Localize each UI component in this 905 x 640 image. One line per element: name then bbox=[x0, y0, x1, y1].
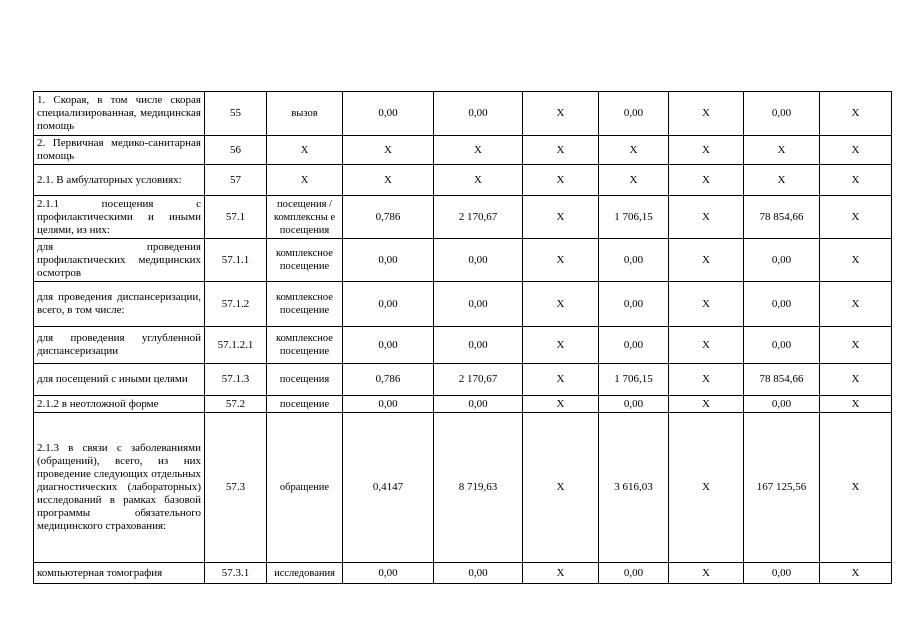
value-cell: 0,00 bbox=[744, 92, 820, 136]
value-cell: X bbox=[523, 327, 599, 364]
value-cell: 0,00 bbox=[599, 92, 669, 136]
value-cell: X bbox=[820, 92, 892, 136]
table-body bbox=[34, 92, 892, 584]
value-cell: X bbox=[669, 136, 744, 165]
value-cell: X bbox=[523, 92, 599, 136]
value-cell: X bbox=[669, 196, 744, 239]
value-cell: X bbox=[523, 196, 599, 239]
value-cell: 0,00 bbox=[599, 239, 669, 282]
value-cell: 1 706,15 bbox=[599, 196, 669, 239]
value-cell: 0,00 bbox=[599, 563, 669, 584]
value-cell: 0,00 bbox=[343, 563, 434, 584]
table-row bbox=[34, 396, 892, 413]
row-code-cell: 55 bbox=[205, 92, 267, 136]
value-cell: 0,00 bbox=[434, 239, 523, 282]
row-unit-cell: комплексное посещение bbox=[267, 282, 343, 327]
value-cell: X bbox=[523, 282, 599, 327]
table-row bbox=[34, 282, 892, 327]
value-cell: X bbox=[744, 165, 820, 196]
value-cell: X bbox=[669, 92, 744, 136]
row-unit-cell: X bbox=[267, 136, 343, 165]
value-cell: 0,00 bbox=[343, 92, 434, 136]
value-cell: 3 616,03 bbox=[599, 413, 669, 563]
value-cell: 78 854,66 bbox=[744, 196, 820, 239]
value-cell: X bbox=[820, 196, 892, 239]
value-cell: 0,00 bbox=[599, 282, 669, 327]
value-cell: X bbox=[820, 396, 892, 413]
value-cell: 0,00 bbox=[434, 563, 523, 584]
row-code-cell: 57.1.2 bbox=[205, 282, 267, 327]
value-cell: 2 170,67 bbox=[434, 364, 523, 396]
value-cell: X bbox=[434, 136, 523, 165]
value-cell: 0,00 bbox=[343, 327, 434, 364]
value-cell: X bbox=[820, 239, 892, 282]
table-row bbox=[34, 196, 892, 239]
value-cell: 0,00 bbox=[599, 327, 669, 364]
row-name-cell: 2.1.2 в неотложной форме bbox=[34, 396, 205, 413]
table-row bbox=[34, 92, 892, 136]
value-cell: X bbox=[669, 413, 744, 563]
row-unit-cell: посещение bbox=[267, 396, 343, 413]
row-name-cell: 1. Скорая, в том числе скорая специализированная, медицинская помощь bbox=[34, 92, 205, 136]
value-cell: 78 854,66 bbox=[744, 364, 820, 396]
row-code-cell: 57 bbox=[205, 165, 267, 196]
value-cell: X bbox=[523, 364, 599, 396]
value-cell: 0,00 bbox=[744, 563, 820, 584]
value-cell: X bbox=[669, 396, 744, 413]
value-cell: X bbox=[669, 165, 744, 196]
value-cell: X bbox=[434, 165, 523, 196]
value-cell: X bbox=[523, 563, 599, 584]
value-cell: 0,00 bbox=[599, 396, 669, 413]
value-cell: X bbox=[820, 413, 892, 563]
value-cell: X bbox=[343, 165, 434, 196]
row-code-cell: 57.3 bbox=[205, 413, 267, 563]
row-name-cell: для проведения профилактических медицинских осмотров bbox=[34, 239, 205, 282]
row-name-cell: 2.1. В амбулаторных условиях: bbox=[34, 165, 205, 196]
row-name-cell: для проведения диспансеризации, всего, в том числе: bbox=[34, 282, 205, 327]
value-cell: X bbox=[599, 136, 669, 165]
row-unit-cell: исследования bbox=[267, 563, 343, 584]
row-name-cell: для проведения углубленной диспансеризации bbox=[34, 327, 205, 364]
row-name-cell: для посещений с иными целями bbox=[34, 364, 205, 396]
row-unit-cell: X bbox=[267, 165, 343, 196]
row-name-cell: 2.1.3 в связи с заболеваниями (обращений), всего, из них проведение следующих отдельных диагностических (лабораторных) исследований в рамках базовой программы обязательного медицинского страхования: bbox=[34, 413, 205, 563]
value-cell: 1 706,15 bbox=[599, 364, 669, 396]
row-name-cell: 2. Первичная медико-санитарная помощь bbox=[34, 136, 205, 165]
table-row bbox=[34, 165, 892, 196]
value-cell: X bbox=[523, 239, 599, 282]
value-cell: 0,00 bbox=[744, 396, 820, 413]
row-code-cell: 57.2 bbox=[205, 396, 267, 413]
value-cell: X bbox=[523, 396, 599, 413]
table-row bbox=[34, 239, 892, 282]
value-cell: 0,00 bbox=[744, 239, 820, 282]
value-cell: X bbox=[343, 136, 434, 165]
value-cell: X bbox=[523, 136, 599, 165]
row-unit-cell: посещения / комплексны е посещения bbox=[267, 196, 343, 239]
value-cell: X bbox=[669, 282, 744, 327]
row-code-cell: 56 bbox=[205, 136, 267, 165]
row-code-cell: 57.1.2.1 bbox=[205, 327, 267, 364]
table-row bbox=[34, 136, 892, 165]
table-row bbox=[34, 327, 892, 364]
value-cell: X bbox=[820, 327, 892, 364]
table-row bbox=[34, 364, 892, 396]
value-cell: 8 719,63 bbox=[434, 413, 523, 563]
value-cell: X bbox=[820, 364, 892, 396]
value-cell: X bbox=[820, 282, 892, 327]
value-cell: 0,00 bbox=[744, 282, 820, 327]
value-cell: 0,00 bbox=[434, 282, 523, 327]
value-cell: 0,00 bbox=[343, 282, 434, 327]
value-cell: X bbox=[669, 239, 744, 282]
row-code-cell: 57.3.1 bbox=[205, 563, 267, 584]
value-cell: X bbox=[669, 364, 744, 396]
row-name-cell: 2.1.1 посещения с профилактическими и иными целями, из них: bbox=[34, 196, 205, 239]
row-unit-cell: посещения bbox=[267, 364, 343, 396]
value-cell: 167 125,56 bbox=[744, 413, 820, 563]
row-unit-cell: вызов bbox=[267, 92, 343, 136]
value-cell: X bbox=[523, 165, 599, 196]
row-code-cell: 57.1 bbox=[205, 196, 267, 239]
value-cell: X bbox=[820, 136, 892, 165]
value-cell: X bbox=[599, 165, 669, 196]
value-cell: 0,00 bbox=[434, 92, 523, 136]
value-cell: 0,00 bbox=[434, 396, 523, 413]
medical-care-table bbox=[33, 91, 892, 584]
value-cell: 0,00 bbox=[343, 396, 434, 413]
value-cell: X bbox=[669, 327, 744, 364]
value-cell: X bbox=[744, 136, 820, 165]
value-cell: 0,786 bbox=[343, 196, 434, 239]
row-name-cell: компьютерная томография bbox=[34, 563, 205, 584]
row-unit-cell: комплексное посещение bbox=[267, 327, 343, 364]
value-cell: 0,00 bbox=[343, 239, 434, 282]
value-cell: 0,4147 bbox=[343, 413, 434, 563]
value-cell: X bbox=[523, 413, 599, 563]
value-cell: X bbox=[669, 563, 744, 584]
value-cell: 2 170,67 bbox=[434, 196, 523, 239]
table-row bbox=[34, 413, 892, 563]
value-cell: X bbox=[820, 563, 892, 584]
value-cell: 0,00 bbox=[434, 327, 523, 364]
row-unit-cell: комплексное посещение bbox=[267, 239, 343, 282]
value-cell: X bbox=[820, 165, 892, 196]
value-cell: 0,00 bbox=[744, 327, 820, 364]
value-cell: 0,786 bbox=[343, 364, 434, 396]
row-unit-cell: обращение bbox=[267, 413, 343, 563]
table-row bbox=[34, 563, 892, 584]
row-code-cell: 57.1.1 bbox=[205, 239, 267, 282]
row-code-cell: 57.1.3 bbox=[205, 364, 267, 396]
